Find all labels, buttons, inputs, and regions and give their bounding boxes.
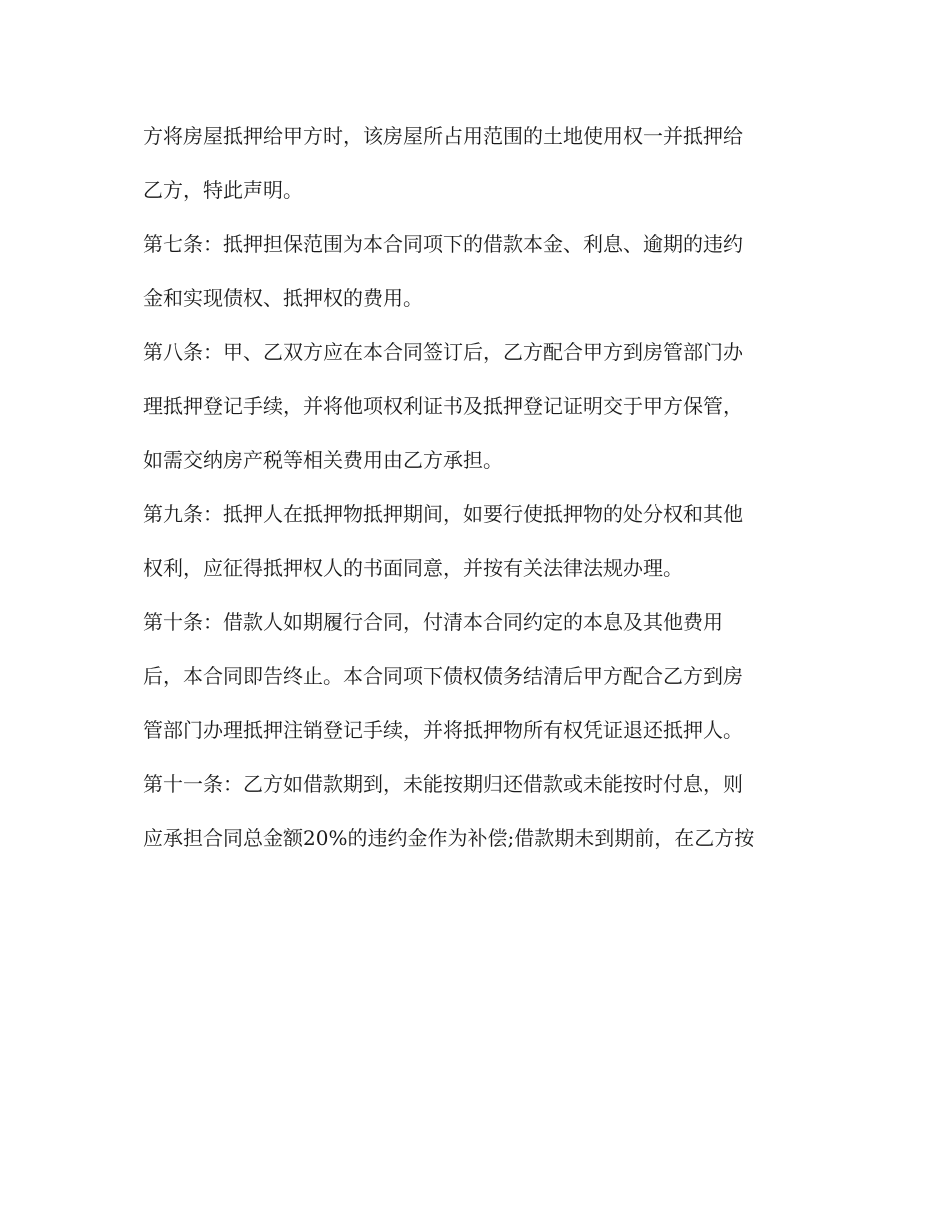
- article-8-line: 第八条：甲、乙双方应在本合同签订后，乙方配合甲方到房管部门办: [143, 340, 743, 364]
- article-11-line: 第十一条：乙方如借款期到，未能按期归还借款或未能按时付息，则: [143, 772, 743, 796]
- text-line: 权利，应征得抵押权人的书面同意，并按有关法律法规办理。: [143, 556, 683, 580]
- article-10-line: 第十条：借款人如期履行合同，付清本合同约定的本息及其他费用: [143, 610, 723, 634]
- text-line: 理抵押登记手续，并将他项权利证书及抵押登记证明交于甲方保管，: [143, 394, 743, 418]
- text-line: 方将房屋抵押给甲方时，该房屋所占用范围的土地使用权一并抵押给: [143, 124, 743, 148]
- text-line: 乙方，特此声明。: [143, 178, 303, 202]
- article-7-line: 第七条：抵押担保范围为本合同项下的借款本金、利息、逾期的违约: [143, 232, 743, 256]
- article-9-line: 第九条：抵押人在抵押物抵押期间，如要行使抵押物的处分权和其他: [143, 502, 743, 526]
- text-line: 金和实现债权、抵押权的费用。: [143, 286, 423, 310]
- contract-text: [143, 123, 823, 879]
- text-line: 如需交纳房产税等相关费用由乙方承担。: [143, 448, 503, 472]
- text-line: 管部门办理抵押注销登记手续，并将抵押物所有权凭证退还抵押人。: [143, 718, 743, 742]
- text-line: 应承担合同总金额20%的违约金作为补偿;借款期未到期前，在乙方按: [143, 826, 755, 850]
- text-line: 后，本合同即告终止。本合同项下债权债务结清后甲方配合乙方到房: [143, 664, 743, 688]
